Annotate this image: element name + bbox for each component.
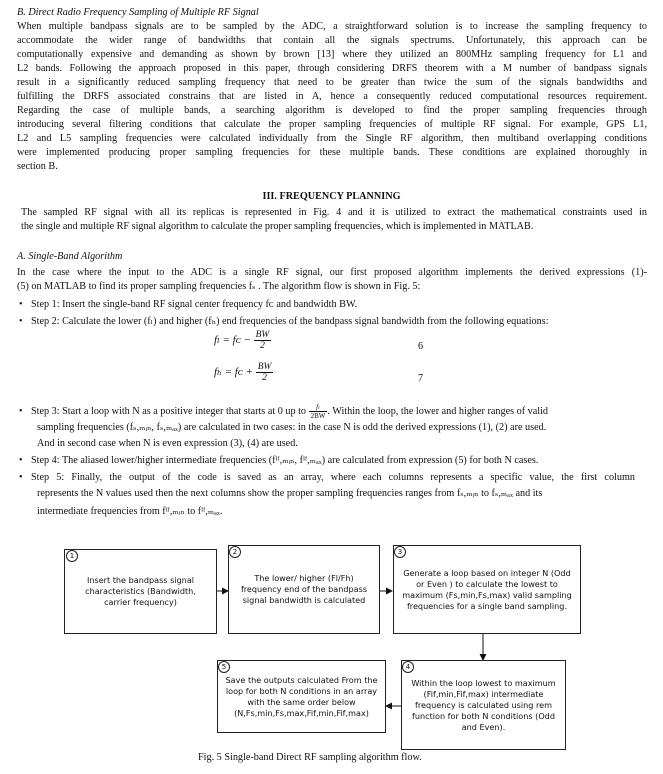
bullet-icon: • bbox=[19, 406, 23, 417]
flow-step-3-text: Generate a loop based on integer N (Odd or Even ) to calculate the lowest to maximum (Fs,min,Fs,max) valid sampling frequencies for a single band sampling. bbox=[402, 567, 572, 611]
step-3-text: Step 3: Start a loop with N as a positive integer that starts at 0 up to bbox=[31, 405, 307, 417]
bullet-icon: • bbox=[19, 316, 23, 327]
section-b-line: were implemented producing proper sampling frequencies for these multiple bands. These conditions are explained thoroughly in bbox=[17, 147, 647, 158]
step-5-line: intermediate frequencies from fᴵᶠ,ₘᵢₙ to fᴵᶠ,ₘₐₓ. bbox=[37, 506, 223, 517]
section-a-heading: A. Single-Band Algorithm bbox=[17, 251, 123, 262]
section-b-line: introducing several filtering conditions that calculate the proper sampling frequencies of multiple RF signal. For example, GPS L1, bbox=[17, 119, 647, 130]
section-b-heading: B. Direct Radio Frequency Sampling of Multiple RF Signal bbox=[17, 7, 259, 18]
step-3-line: And in second case when N is even expression (3), (4) are used. bbox=[37, 438, 298, 449]
bullet-icon: • bbox=[19, 455, 23, 466]
bullet-icon: • bbox=[19, 299, 23, 310]
step-5-line: Step 5: Finally, the output of the code is saved as an array, where each columns represents a specific value, the first column bbox=[31, 472, 635, 483]
step-2: Step 2: Calculate the lower (fₗ) and higher (fₕ) end frequencies of the bandpass signal bandwidth from the following equations: bbox=[31, 316, 549, 327]
bullet-icon: • bbox=[19, 472, 23, 483]
equation-7-numerator: BW bbox=[257, 362, 272, 372]
section-iii-line: the single and multiple RF signal algorithm to calculate the proper sampling frequencies, which is implemented in MATLAB. bbox=[21, 221, 534, 232]
equation-6-number: 6 bbox=[418, 341, 424, 352]
section-b-line: When multiple bandpass signals are to be sampled by the ADC, a straightforward solution is to increase the sampling frequency to bbox=[17, 21, 647, 32]
step-5-line: represents the N values used then the next columns show the proper sampling frequencies ranges from fₛ,ₘᵢₙ to fₛ,ₘₐₓ and its bbox=[37, 488, 543, 499]
section-iii-heading: III. FREQUENCY PLANNING bbox=[262, 191, 401, 202]
section-b-line: Regarding the case of multiple bands, a searching algorithm is developed to find the proper sampling frequencies through bbox=[17, 105, 647, 116]
equation-7-denominator: 2 bbox=[262, 373, 267, 383]
section-b-line: L2 bands. Following the approach proposed in this paper, through considering DRFS theorem with a M number of bandpass signals bbox=[17, 63, 647, 74]
section-b-line: result in a significantly reduced sampling frequency that need to be greater than twice the sum of the signals bandwidths and bbox=[17, 77, 647, 88]
flow-step-2-box bbox=[228, 545, 380, 634]
step-3-numerator: fₗ bbox=[309, 403, 328, 412]
flow-step-4-box bbox=[401, 660, 566, 750]
flow-step-2-badge: 2 bbox=[229, 546, 241, 558]
flow-step-1-text: Insert the bandpass signal characteristics (Bandwidth, carrier frequency) bbox=[85, 575, 196, 607]
section-b-line: fulfilling the DRFS associated constrains that are listed in A, hence a consequently reduced computational resources requirement. bbox=[17, 91, 647, 102]
section-iii-line: The sampled RF signal with all its replicas is represented in Fig. 4 and it is utilized to extract the mathematical constraints used in bbox=[21, 207, 647, 218]
flow-step-3-badge: 3 bbox=[394, 546, 406, 558]
step-4: Step 4: The aliased lower/higher intermediate frequencies (fᴵᶠ,ₘᵢₙ, fᴵᶠ,ₘₐₓ) are calculated from expression (5) for both N cases. bbox=[31, 455, 539, 466]
section-b-line: accommodate the wider range of bandwidths that contain all the signals spectrums. Unfortunately, this approach can be bbox=[17, 35, 647, 46]
flow-step-1-badge: 1 bbox=[66, 550, 78, 562]
step-3-line: sampling frequencies (fₛ,ₘᵢₙ, fₛ,ₘₐₓ) are calculated in two cases: in the case N is odd the derived expressions (1), (2) are used. bbox=[37, 422, 547, 433]
step-3-denominator: 2BW bbox=[310, 412, 326, 420]
flow-step-3-box bbox=[393, 545, 581, 634]
flow-step-1-box bbox=[64, 549, 217, 634]
equation-6-denominator: 2 bbox=[260, 341, 265, 351]
step-1: Step 1: Insert the single-band RF signal center frequency fᴄ and bandwidth BW. bbox=[31, 299, 358, 310]
flow-step-5-box bbox=[217, 660, 386, 733]
flow-step-5-text: Save the outputs calculated From the loop for both N conditions in an array with the same order below (N,Fs,min,Fs,max,Fif,min,Fif,max) bbox=[225, 674, 378, 718]
step-3-text-continued: . Within the loop, the lower and higher ranges of valid bbox=[327, 405, 549, 417]
equation-6-numerator: BW bbox=[255, 330, 270, 340]
equation-7-lhs: fₕ = fᴄ + bbox=[214, 366, 253, 379]
section-b-line: L2 and L5 sampling frequencies were calculated individually from the Single RF algorithm, then multiband overlapping conditions bbox=[17, 133, 647, 144]
flow-step-4-badge: 4 bbox=[402, 661, 414, 673]
equation-6-lhs: fₗ = fᴄ − bbox=[214, 334, 251, 347]
figure-caption: Fig. 5 Single-band Direct RF sampling algorithm flow. bbox=[198, 752, 422, 763]
flow-step-4-text: Within the loop lowest to maximum (Fif,min,Fif,max) intermediate frequency is calculated using rem function for both N conditions (Odd and Even). bbox=[411, 677, 556, 732]
equation-7-number: 7 bbox=[418, 373, 424, 384]
section-b-line: section B. bbox=[17, 161, 58, 172]
section-b-line: computationally expensive and demanding as shown by brown [13] where they utilized an 800MHz sampling frequency for L1 and bbox=[17, 49, 647, 60]
section-a-line: In the case where the input to the ADC is a single RF signal, our first proposed algorithm implements the derived expressions (1)- bbox=[17, 267, 647, 278]
flow-step-2-text: The lower/ higher (Fl/Fh) frequency end of the bandpass signal bandwidth is calculated bbox=[240, 573, 368, 605]
flow-step-5-badge: 5 bbox=[218, 661, 230, 673]
section-a-line: (5) on MATLAB to find its proper sampling frequencies fₛ . The algorithm flow is shown in Fig. 5: bbox=[17, 281, 421, 292]
